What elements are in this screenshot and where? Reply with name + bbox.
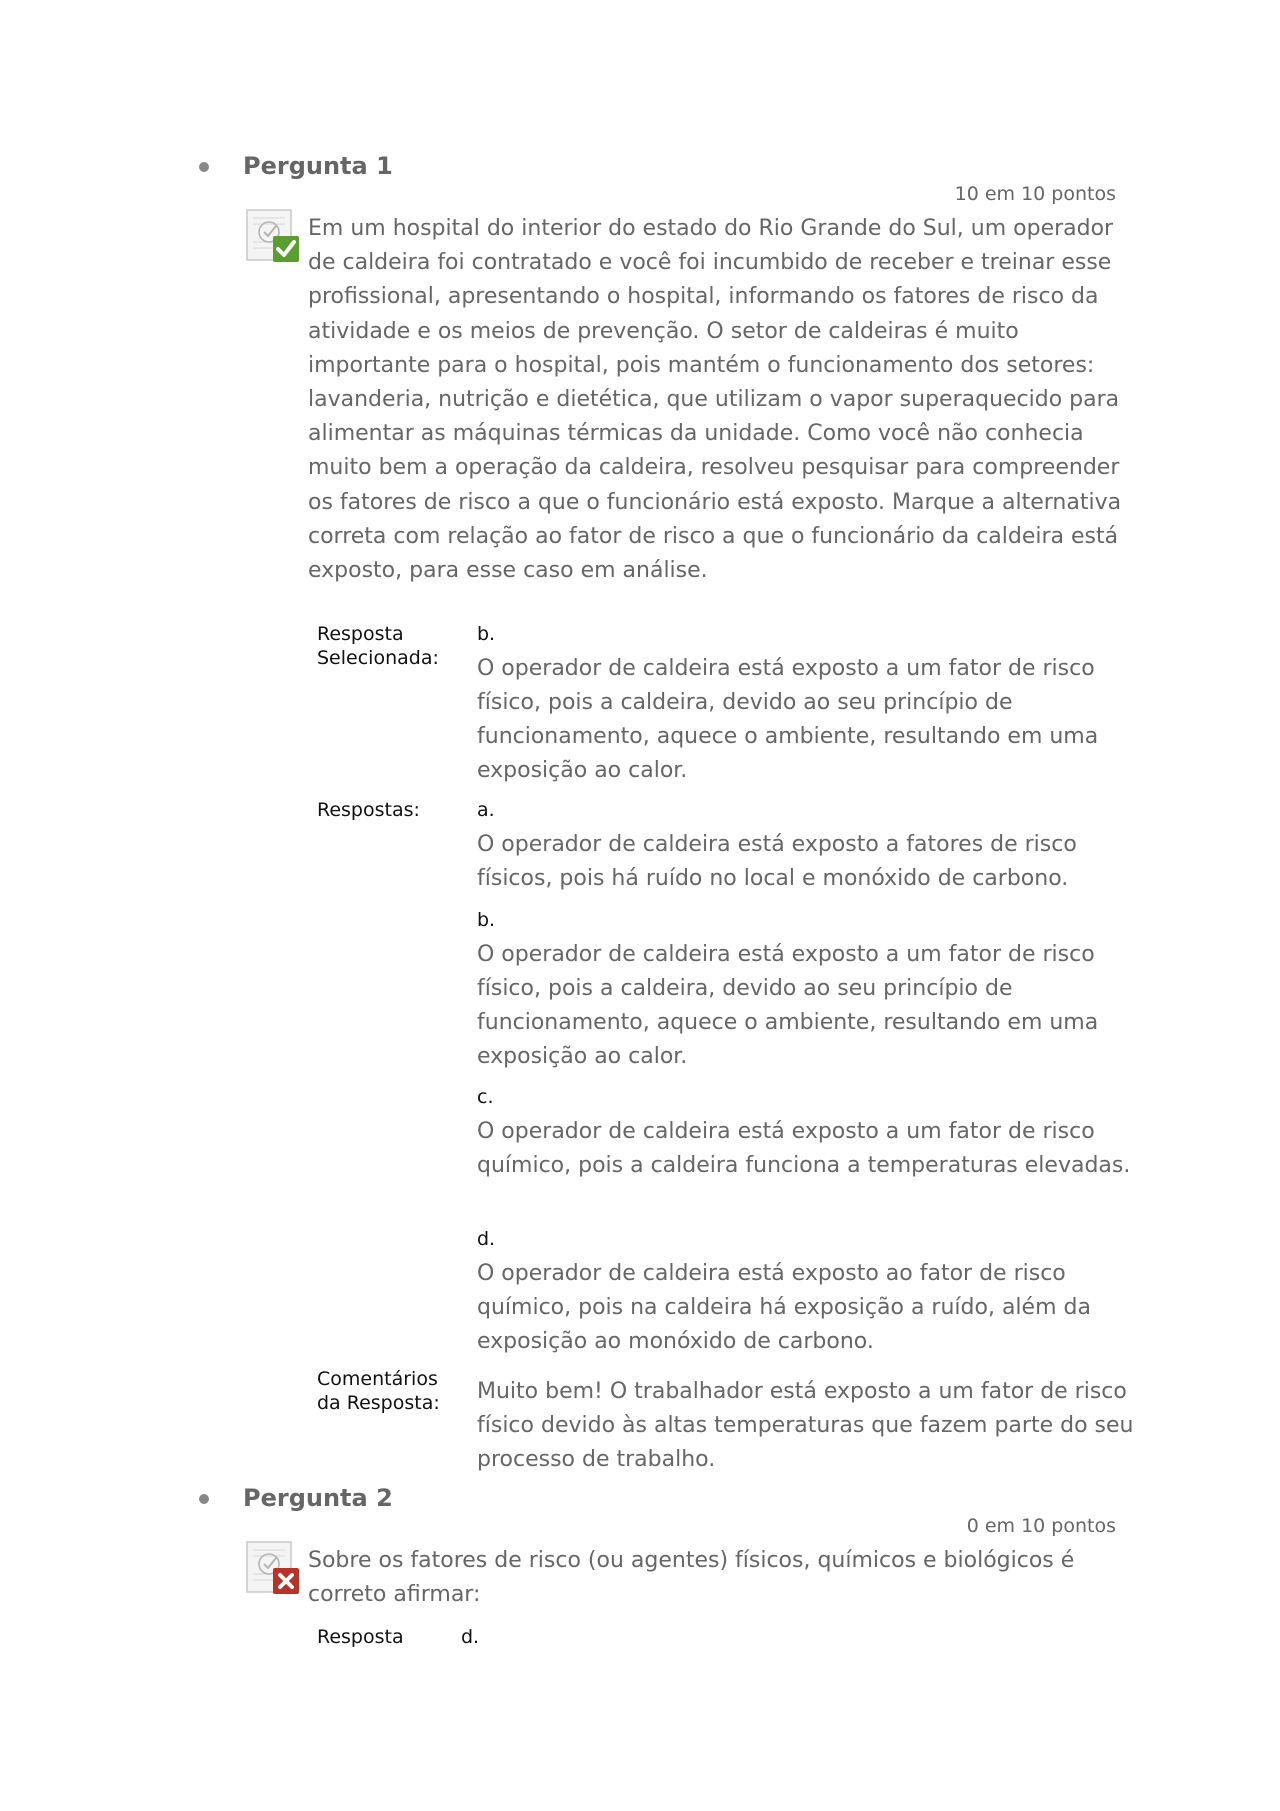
list-bullet — [199, 1494, 209, 1504]
answer-option-text: O operador de caldeira está exposto ao fator de risco químico, pois na caldeira há exposição a ruído, além da exposição ao monóxido de carbono. — [477, 1261, 1091, 1354]
question-text: Em um hospital do interior do estado do Rio Grande do Sul, um operador de caldeira foi contratado e você foi incumbido de receber e treinar esse profissional, apresentando o hospital, informando os fatores de risco da atividade e os meios de prevenção. O setor de caldeiras é muito importante para o hospital, pois mantém o funcionamento dos setores: lavanderia, nutrição e dietética, que utilizam o vapor superaquecido para alimentar as máquinas térmicas da unidade. Como você não conhecia muito bem a operação da caldeira, resolveu pesquisar para compreender os fatores de risco a que o funcionário está exposto. Marque a alternativa correta com relação ao fator de risco a que o funcionário da caldeira está exposto, para esse caso em análise. — [308, 216, 1122, 584]
question-title: Pergunta 2 — [243, 1484, 393, 1512]
answer-comments-text: Muito bem! O trabalhador está exposto a um fator de risco físico devido às altas temperaturas que fazem parte do seu processo de trabalho. — [477, 1379, 1134, 1472]
selected-answer-text: O operador de caldeira está exposto a um fator de risco físico, pois a caldeira, devido ao seu princípio de funcionamento, aquece o ambiente, resultando em uma exposição ao calor. — [477, 656, 1099, 783]
selected-answer-label: Resposta Selecionada: — [317, 623, 439, 669]
answer-option-text: O operador de caldeira está exposto a fatores de risco físicos, pois há ruído no local e monóxido de carbono. — [477, 832, 1077, 891]
answer-option-letter: a. — [477, 799, 495, 821]
selected-answer-letter: b. — [477, 623, 496, 645]
answer-option-letter: d. — [477, 1228, 496, 1250]
selected-answer-letter: d. — [461, 1626, 480, 1648]
answer-option-letter: b. — [477, 909, 496, 931]
answer-comments-label: Comentários da Resposta: — [317, 1368, 440, 1414]
correct-check-icon — [245, 208, 301, 264]
answer-option-letter: c. — [477, 1086, 494, 1108]
question-title: Pergunta 1 — [243, 152, 393, 180]
question-text: Sobre os fatores de risco (ou agentes) físicos, químicos e biológicos é correto afirmar: — [308, 1548, 1075, 1608]
selected-answer-label: Resposta — [317, 1626, 404, 1648]
question-points: 10 em 10 pontos — [954, 183, 1116, 205]
answers-label: Respostas: — [317, 799, 420, 821]
answer-option-text: O operador de caldeira está exposto a um fator de risco químico, pois a caldeira funciona a temperaturas elevadas. — [477, 1119, 1131, 1178]
list-bullet — [199, 162, 209, 172]
answer-option-text: O operador de caldeira está exposto a um fator de risco físico, pois a caldeira, devido ao seu princípio de funcionamento, aquece o ambiente, resultando em uma exposição ao calor. — [477, 942, 1099, 1069]
question-points: 0 em 10 pontos — [966, 1515, 1116, 1537]
incorrect-x-icon — [245, 1540, 301, 1596]
